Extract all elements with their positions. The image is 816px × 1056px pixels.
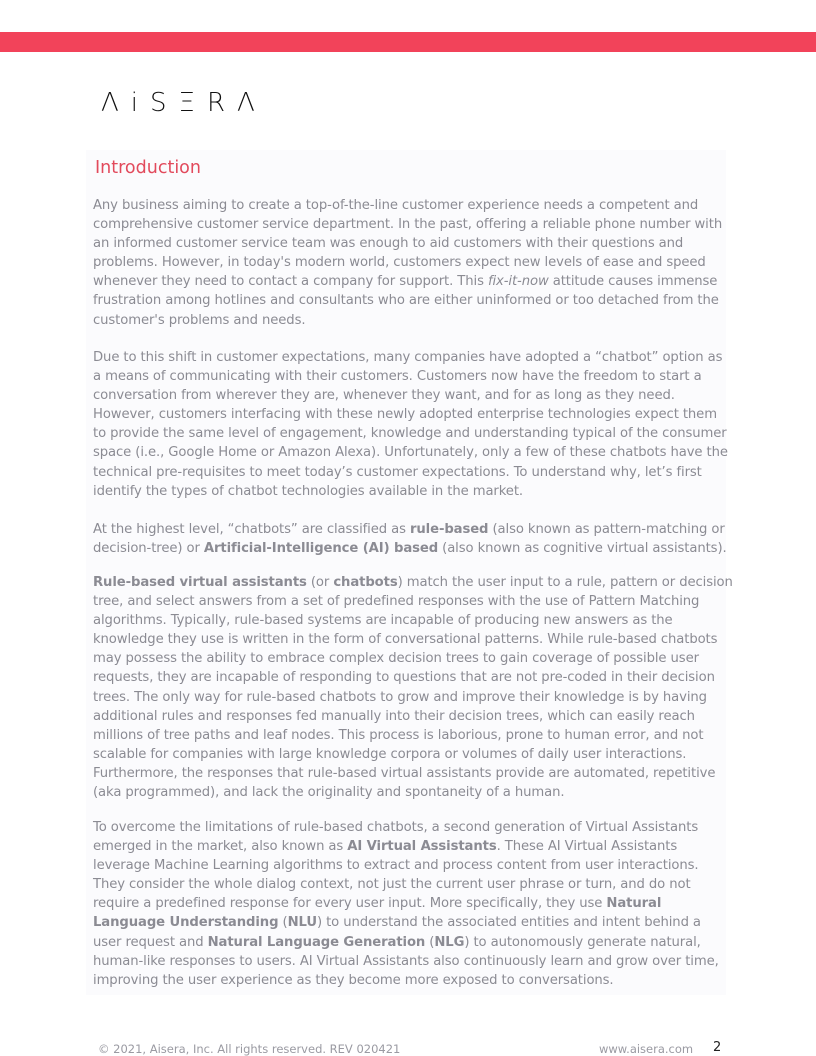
top-accent-bar	[0, 32, 816, 52]
bold-term: NLU	[287, 915, 317, 931]
bold-term: Natural Language Understanding	[93, 896, 662, 931]
text-run: ) to understand the associated entities and intent behind a user request and	[93, 915, 701, 950]
text-run: Due to this shift in customer expectations, many companies have adopted a “chatbot” option as a means of communicating with their customers. Customers now have the freedom to start a conversation from wherever they are, whenever they want, and for as long as they need. However, customers interfacing with these newly adopted enterprise technologies expect them to provide the same level of engagement, knowledge and understanding typical of the consumer space (i.e., Google Home or Amazon Alexa). Unfortunately, only a few of these chatbots have the technical pre-requisites to meet today’s customer expectations. To understand why, let’s first identify the types of chatbot technologies available in the market.	[93, 350, 728, 499]
intro-paragraph-5	[93, 818, 733, 990]
intro-paragraph-2	[93, 348, 733, 501]
intro-paragraph-4	[93, 573, 733, 802]
bold-term: Artificial-Intelligence (AI) based	[203, 541, 439, 557]
section-title: Introduction	[95, 158, 201, 178]
text-run: To overcome the limitations of rule-based chatbots, a second generation of Virtual Assistants emerged in the market, also known as	[93, 820, 699, 855]
text-run: attitude causes immense frustration among hotlines and consultants who are either uninformed or too detached from the customer's problems and needs.	[93, 274, 719, 328]
bold-term: chatbots	[333, 575, 398, 590]
text-run: ) match the user input to a rule, pattern or decision tree, and select answers from a set of predefined responses with the use of Pattern Matching algorithms. Typically, rule-based systems are incapable of producing new answers as the knowledge they use is written in the form of conversational patterns. While rule-based chatbots may possess the ability to embrace complex decision trees to gain coverage of possible user requests, they are incapable of responding to questions that are not pre-coded in their decision trees. The only way for rule-based chatbots to grow and improve their knowledge is by having additional rules and responses fed manually into their decision trees, which can easily reach millions of tree paths and leaf nodes. This process is laborious, prone to human error, and not scalable for companies with large knowledge corpora or volumes of daily user interactions. Furthermore, the responses that rule-based virtual assistants provide are automated, repetitive (aka programmed), and lack the originality and spontaneity of a human.	[93, 575, 733, 801]
intro-paragraph-3	[93, 520, 733, 558]
text-run: (also known as pattern-matching or decision-tree) or	[93, 522, 725, 557]
bold-term: NLG	[434, 934, 465, 950]
text-run: (	[278, 915, 288, 931]
page-number: 2	[713, 1040, 722, 1055]
aisera-logo: ΛiSΞRΛ	[101, 88, 267, 118]
text-run: (	[425, 934, 435, 950]
bold-term: Rule-based virtual assistants	[93, 575, 307, 590]
intro-paragraph-1	[93, 196, 733, 330]
bold-term: AI Virtual Assistants	[347, 839, 497, 855]
text-run: (also known as cognitive virtual assistants).	[438, 541, 727, 557]
text-run: . These AI Virtual Assistants leverage Machine Learning algorithms to extract and process content from user interactions. They consider the whole dialog context, not just the current user phrase or turn, and do not require a predefined response for every user input. More specifically, they use	[93, 839, 699, 912]
bold-term: rule-based	[409, 522, 489, 537]
text-run: ) to autonomously generate natural, human-like responses to users. AI Virtual Assistants also continuously learn and grow over time, improving the user experience as they become more exposed to conversations.	[93, 934, 719, 988]
bold-term: Natural Language Generation	[207, 934, 426, 950]
footer-copyright: © 2021, Aisera, Inc. All rights reserved. REV 020421	[98, 1042, 401, 1056]
text-run: At the highest level, “chatbots” are classified as	[93, 522, 410, 537]
italic-term: fix-it-now	[487, 274, 549, 290]
text-run: (or	[306, 575, 334, 590]
text-run: Any business aiming to create a top-of-the-line customer experience needs a competent and comprehensive customer service department. In the past, offering a reliable phone number with an informed customer service team was enough to aid customers with their questions and problems. However, in today's modern world, customers expect new levels of ease and speed whenever they need to contact a company for support. This	[93, 198, 723, 290]
footer-website-link[interactable]: www.aisera.com	[599, 1042, 694, 1056]
